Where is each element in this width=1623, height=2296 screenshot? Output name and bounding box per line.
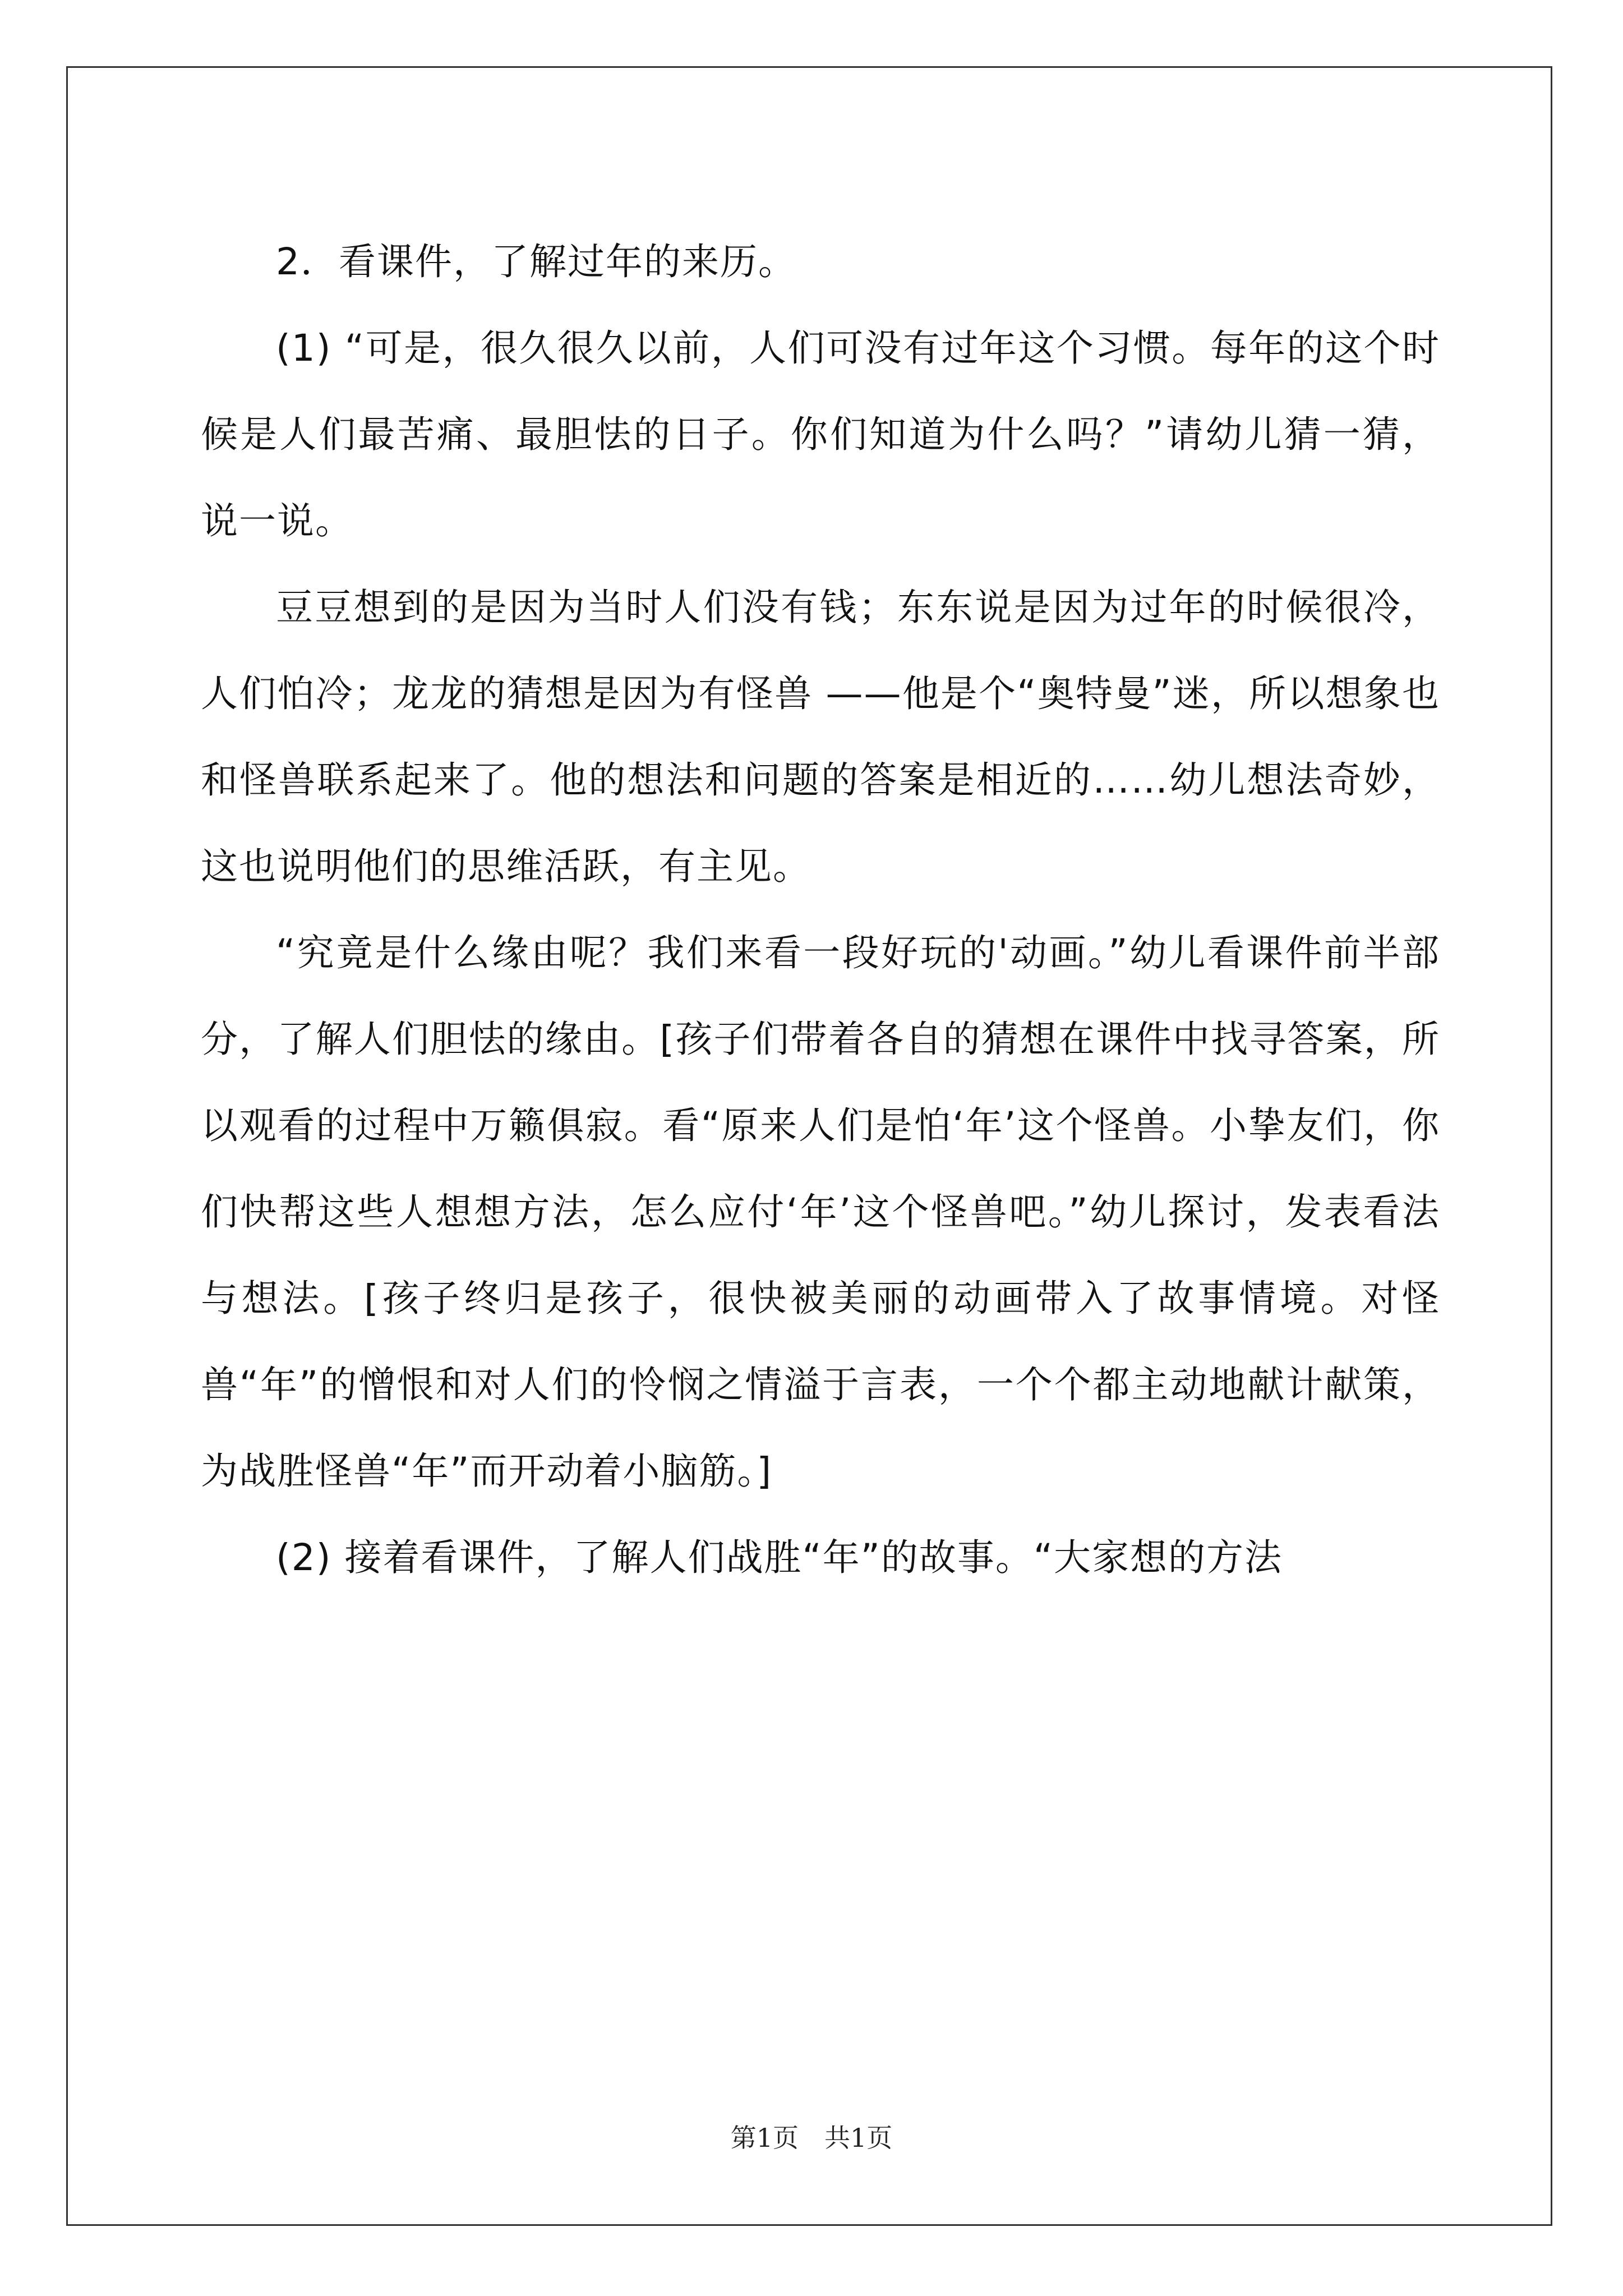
paragraph-2: (1) “可是，很久很久以前，人们可没有过年这个习惯。每年的这个时候是人们最苦痛、最胆怯的日子。你们知道为什么吗？”请幼儿猜一猜，说一说。	[201, 326, 1440, 542]
paragraph-5: (2) 接着看课件，了解人们战胜“年”的故事。“大家想的方法	[276, 1536, 1283, 1579]
page-footer: 第1页 共1页	[730, 2123, 893, 2153]
paragraph-3: 豆豆想到的是因为当时人们没有钱；东东说是因为过年的时候很冷，人们怕冷；龙龙的猜想是因为有怪兽 ——他是个“奥特曼”迷，所以想象也和怪兽联系起来了。他的想法和问题的答案是相近的……幼儿想法奇妙，这也说明他们的思维活跃，有主见。	[201, 586, 1440, 888]
document-body	[201, 219, 1440, 1601]
paragraph-1: 2．看课件，了解过年的来历。	[276, 240, 796, 283]
paragraph-4: “究竟是什么缘由呢？我们来看一段好玩的'动画。”幼儿看课件前半部分，了解人们胆怯的缘由。[孩子们带着各自的猜想在课件中找寻答案，所以观看的过程中万籁俱寂。看“原来人们是怕‘年’这个怪兽。小挚友们，你们快帮这些人想想方法，怎么应付‘年’这个怪兽吧。”幼儿探讨，发表看法与想法。[孩子终归是孩子，很快被美丽的动画带入了故事情境。对怪兽“年”的憎恨和对人们的怜悯之情溢于言表，一个个都主动地献计献策，为战胜怪兽“年”而开动着小脑筋。]	[201, 931, 1440, 1493]
